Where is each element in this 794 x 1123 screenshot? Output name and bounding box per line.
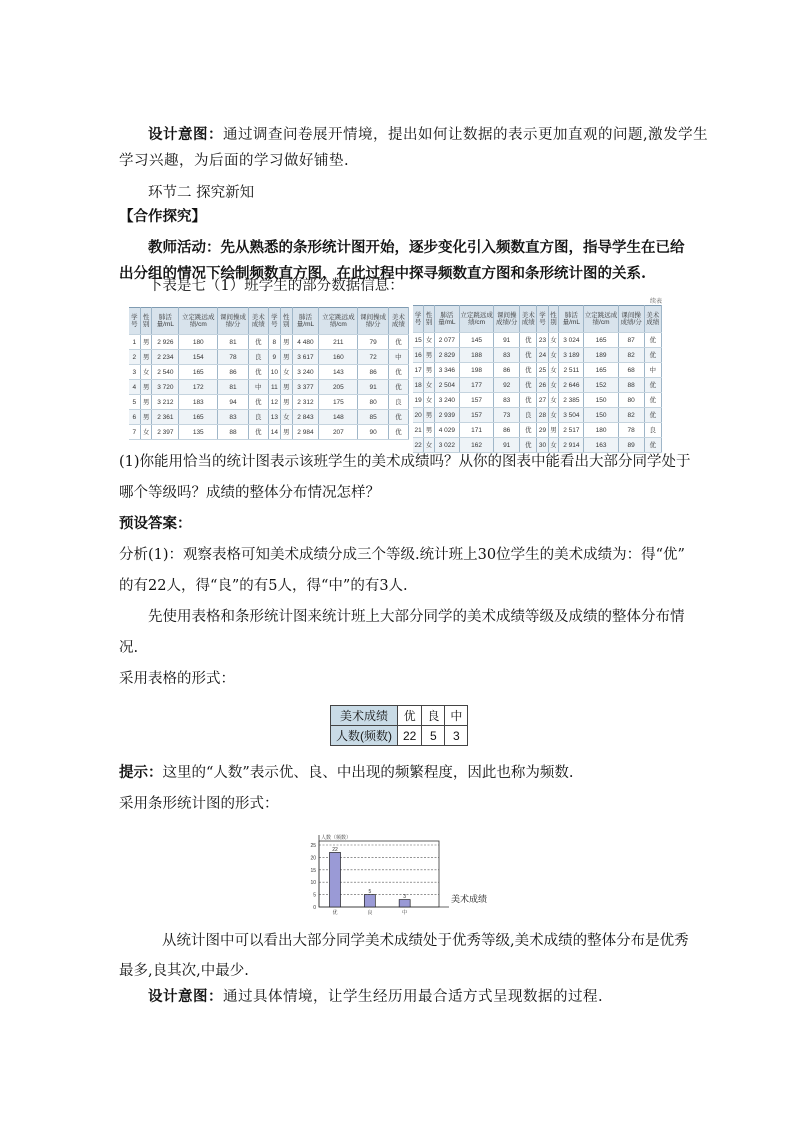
table-cell: 91 — [358, 380, 388, 395]
table-cell: 180 — [584, 423, 618, 438]
table-cell: 88 — [218, 425, 248, 440]
table-cell: 183 — [179, 395, 218, 410]
table-cell: 男 — [140, 380, 152, 395]
table-cell: 5 — [129, 395, 140, 410]
table-cell: 160 — [319, 350, 358, 365]
table-cell: 23 — [537, 333, 548, 348]
table-cell: 177 — [459, 378, 493, 393]
table-cell: 优 — [388, 335, 408, 350]
table-cell: 4 029 — [434, 423, 459, 438]
table-row — [129, 350, 409, 365]
table-cell: 良 — [248, 350, 268, 365]
table-row — [129, 380, 409, 395]
table-cell: 6 — [129, 410, 140, 425]
table-cell: 91 — [494, 333, 520, 348]
table-cell: 优 — [520, 393, 537, 408]
table-cell: 女 — [548, 333, 559, 348]
table-cell: 优 — [248, 335, 268, 350]
table-cell: 79 — [358, 335, 388, 350]
table-cell: 优 — [644, 438, 661, 453]
design-intent2-line — [148, 987, 603, 1007]
bar-value-label: 22 — [332, 846, 338, 853]
table-cell: 2 504 — [434, 378, 459, 393]
table-cell: 2 984 — [292, 425, 319, 440]
table-cell: 171 — [459, 423, 493, 438]
table-cell: 82 — [618, 408, 644, 423]
student-data-table-left — [129, 307, 409, 440]
table-cell: 24 — [537, 348, 548, 363]
table-cell: 163 — [584, 438, 618, 453]
table-form-label: 采用表格的形式： — [119, 671, 235, 687]
table-cell: 78 — [218, 350, 248, 365]
table-cell: 80 — [358, 395, 388, 410]
table-row — [413, 333, 662, 348]
table-cell: 2 914 — [559, 438, 584, 453]
table-cell: 150 — [584, 393, 618, 408]
table-header-cell: 学号 — [537, 306, 548, 333]
table-cell: 10 — [268, 365, 280, 380]
table-header-cell: 课间操成绩/分 — [494, 306, 520, 333]
table-cell: 86 — [358, 365, 388, 380]
table-cell: 189 — [584, 348, 618, 363]
table-cell: 优 — [644, 408, 661, 423]
x-tick-label: 良 — [367, 910, 373, 916]
table-cell: 2 385 — [559, 393, 584, 408]
table-header-cell: 性别 — [424, 306, 435, 333]
bar-chart — [300, 822, 500, 922]
design-intent-text: 通过调查问卷展开情境，提出如何让数据的表示更加直观的问题,激发学生 — [223, 127, 709, 143]
table-cell: 205 — [319, 380, 358, 395]
table-cell: 73 — [494, 408, 520, 423]
table-cell: 21 — [413, 423, 424, 438]
y-tick-label: 25 — [310, 843, 316, 849]
table-cell: 女 — [280, 410, 292, 425]
ft-count-medium: 3 — [445, 726, 468, 746]
table-cell: 3 022 — [434, 438, 459, 453]
table-cell: 12 — [268, 395, 280, 410]
table-cell: 92 — [494, 378, 520, 393]
table-cell: 2 312 — [292, 395, 319, 410]
table-cell: 143 — [319, 365, 358, 380]
table-cell: 女 — [140, 365, 152, 380]
table-cell: 3 720 — [152, 380, 179, 395]
table-cell: 优 — [520, 333, 537, 348]
table-cell: 女 — [548, 363, 559, 378]
y-tick-label: 10 — [310, 880, 316, 887]
table-cell: 11 — [268, 380, 280, 395]
table-cell: 中 — [644, 363, 661, 378]
table-cell: 9 — [268, 350, 280, 365]
table-cell: 2 540 — [152, 365, 179, 380]
table-cell: 86 — [218, 365, 248, 380]
design-intent2-text: 通过具体情境，让学生经历用最合适方式呈现数据的过程. — [223, 989, 604, 1005]
table-header-cell: 性别 — [140, 308, 152, 335]
table-cell: 89 — [618, 438, 644, 453]
ft-count-excellent: 22 — [398, 726, 422, 746]
y-tick-label: 15 — [310, 867, 316, 874]
hint-line — [119, 763, 573, 783]
table-cell: 2 843 — [292, 410, 319, 425]
table-cell: 82 — [618, 348, 644, 363]
table-cell: 优 — [388, 365, 408, 380]
table-header-cell: 学号 — [268, 308, 280, 335]
table-cell: 14 — [268, 425, 280, 440]
design-intent-line2: 学习兴趣，为后面的学习做好铺垫. — [119, 153, 350, 169]
ft-count-good: 5 — [422, 726, 445, 746]
table-cell: 30 — [537, 438, 548, 453]
table-row — [129, 425, 409, 440]
table-cell: 152 — [584, 378, 618, 393]
design-intent-line1 — [148, 125, 708, 145]
table-cell: 78 — [618, 423, 644, 438]
table-cell: 145 — [459, 333, 493, 348]
design-intent-label: 设计意图： — [148, 126, 223, 143]
table-cell: 男 — [280, 350, 292, 365]
table-cell: 男 — [140, 395, 152, 410]
table-cell: 83 — [494, 348, 520, 363]
table-cell: 优 — [644, 393, 661, 408]
y-tick-label: 0 — [313, 905, 316, 911]
question1-line2: 哪个等级吗？成绩的整体分布情况怎样？ — [119, 485, 380, 501]
x-tick-label: 中 — [402, 910, 408, 916]
table-cell: 198 — [459, 363, 493, 378]
table-cell: 2 511 — [559, 363, 584, 378]
table-cell: 2 077 — [434, 333, 459, 348]
table-cell: 3 189 — [559, 348, 584, 363]
table-row — [129, 410, 409, 425]
table-cell: 211 — [319, 335, 358, 350]
table-cell: 男 — [140, 335, 152, 350]
table-cell: 优 — [388, 410, 408, 425]
table-cell: 94 — [218, 395, 248, 410]
coop-title: 【合作探究】 — [119, 208, 206, 225]
conclusion-line1: 从统计图中可以看出大部分同学美术成绩处于优秀等级,美术成绩的整体分布是优秀 — [162, 933, 689, 949]
table-cell: 优 — [388, 380, 408, 395]
table-cell: 男 — [140, 350, 152, 365]
ft-header-subject: 美术成绩 — [331, 706, 398, 726]
bar-0 — [330, 852, 341, 907]
teacher-activity-line2: 出分组的情况下绘制频数直方图，在此过程中探寻频数直方图和条形统计图的关系. — [119, 265, 647, 282]
table-header-cell: 课间操成绩/分 — [618, 306, 644, 333]
table-cell: 28 — [537, 408, 548, 423]
table-row — [413, 378, 662, 393]
table-cell: 优 — [520, 438, 537, 453]
table-cell: 2 397 — [152, 425, 179, 440]
table-cell: 4 480 — [292, 335, 319, 350]
table-cell: 男 — [424, 408, 435, 423]
table-cell: 3 212 — [152, 395, 179, 410]
table-header-cell: 美术成绩 — [644, 306, 661, 333]
table-header-cell: 学号 — [413, 306, 424, 333]
y-tick-label: 20 — [310, 855, 316, 862]
first-line1: 先使用表格和条形统计图来统计班上大部分同学的美术成绩等级及成绩的整体分布情 — [148, 609, 685, 625]
ft-header-good: 良 — [422, 706, 445, 726]
table-row — [129, 335, 409, 350]
table-cell: 81 — [218, 335, 248, 350]
table-cell: 男 — [140, 410, 152, 425]
table-header-cell: 课间操成绩/分 — [358, 308, 388, 335]
table-cell: 3 377 — [292, 380, 319, 395]
table-header-cell: 课间操成绩/分 — [218, 308, 248, 335]
table-cell: 良 — [520, 408, 537, 423]
table-header-cell: 学号 — [129, 308, 140, 335]
table-cell: 188 — [459, 348, 493, 363]
table-cell: 15 — [413, 333, 424, 348]
table-cell: 175 — [319, 395, 358, 410]
table-cell: 女 — [548, 378, 559, 393]
table-cell: 3 024 — [559, 333, 584, 348]
table-cell: 男 — [424, 423, 435, 438]
table-cell: 88 — [618, 378, 644, 393]
table-cell: 优 — [520, 423, 537, 438]
table-row — [413, 423, 662, 438]
table-cell: 17 — [413, 363, 424, 378]
section-title: 环节二 探究新知 — [148, 185, 255, 201]
table-header-cell: 美术成绩 — [520, 306, 537, 333]
table-cell: 157 — [459, 393, 493, 408]
table-cell: 81 — [218, 380, 248, 395]
table-cell: 2 939 — [434, 408, 459, 423]
table-cell: 女 — [424, 333, 435, 348]
table-header-cell: 肺活量/mL — [152, 308, 179, 335]
table-cell: 91 — [494, 438, 520, 453]
table-header-cell: 性别 — [548, 306, 559, 333]
table-cell: 男 — [280, 395, 292, 410]
table-cell: 优 — [248, 425, 268, 440]
conclusion-line2: 最多,良其次,中最少. — [119, 963, 249, 979]
table-cell: 172 — [179, 380, 218, 395]
table-cell: 157 — [459, 408, 493, 423]
table-row — [413, 408, 662, 423]
table-cell: 优 — [248, 365, 268, 380]
analysis-line1: 分析(1)：观察表格可知美术成绩分成三个等级.统计班上30位学生的美术成绩为：得“优” — [119, 547, 685, 563]
table-cell: 2 646 — [559, 378, 584, 393]
continued-label: 续表 — [650, 299, 663, 305]
bar-value-label: 5 — [368, 889, 372, 896]
table-cell: 83 — [494, 393, 520, 408]
table-cell: 4 — [129, 380, 140, 395]
table-row — [413, 438, 662, 453]
x-axis-label: 美术成绩 — [451, 895, 488, 905]
bar-1 — [364, 895, 375, 907]
student-data-table-right — [413, 305, 662, 453]
table-cell: 女 — [548, 408, 559, 423]
ft-label-count: 人数(频数) — [331, 726, 398, 746]
table-cell: 16 — [413, 348, 424, 363]
table-cell: 86 — [494, 423, 520, 438]
table-cell: 25 — [537, 363, 548, 378]
bar-2 — [399, 900, 410, 907]
table-cell: 86 — [494, 363, 520, 378]
table-cell: 165 — [179, 410, 218, 425]
table-header-cell: 肺活量/mL — [559, 306, 584, 333]
table-intro: 下表是七（1）班学生的部分数据信息： — [148, 278, 404, 294]
table-cell: 13 — [268, 410, 280, 425]
table-cell: 女 — [548, 348, 559, 363]
table-cell: 180 — [179, 335, 218, 350]
table-cell: 优 — [644, 378, 661, 393]
table-cell: 7 — [129, 425, 140, 440]
table-cell: 2 — [129, 350, 140, 365]
table-cell: 26 — [537, 378, 548, 393]
answer-label: 预设答案： — [119, 515, 192, 532]
table-row — [129, 365, 409, 380]
table-header-cell: 立定跳远成绩/cm — [459, 306, 493, 333]
table-cell: 8 — [268, 335, 280, 350]
table-cell: 男 — [424, 363, 435, 378]
table-cell: 162 — [459, 438, 493, 453]
table-cell: 3 240 — [434, 393, 459, 408]
table-cell: 18 — [413, 378, 424, 393]
table-cell: 2 234 — [152, 350, 179, 365]
table-cell: 良 — [248, 410, 268, 425]
table-header-cell: 肺活量/mL — [434, 306, 459, 333]
teacher-activity-line1: 教师活动：先从熟悉的条形统计图开始，逐步变化引入频数直方图，指导学生在已给 — [148, 239, 685, 256]
table-cell: 3 240 — [292, 365, 319, 380]
table-cell: 优 — [520, 378, 537, 393]
table-cell: 女 — [424, 378, 435, 393]
table-header-cell: 性别 — [280, 308, 292, 335]
hint-text: 这里的“人数”表示优、良、中出现的频繁程度，因此也称为频数. — [162, 765, 574, 781]
table-cell: 中 — [248, 380, 268, 395]
table-cell: 3 617 — [292, 350, 319, 365]
hint-label: 提示： — [119, 764, 163, 781]
design-intent2-label: 设计意图： — [148, 988, 223, 1005]
table-cell: 87 — [618, 333, 644, 348]
table-cell: 3 — [129, 365, 140, 380]
table-cell: 男 — [548, 423, 559, 438]
table-cell: 优 — [644, 333, 661, 348]
table-cell: 2 361 — [152, 410, 179, 425]
table-cell: 男 — [280, 425, 292, 440]
table-cell: 29 — [537, 423, 548, 438]
table-cell: 165 — [584, 333, 618, 348]
first-line2: 况. — [119, 640, 139, 656]
table-cell: 女 — [548, 438, 559, 453]
table-cell: 3 346 — [434, 363, 459, 378]
table-cell: 女 — [548, 393, 559, 408]
bar-form-label: 采用条形统计图的形式： — [119, 796, 279, 812]
table-cell: 83 — [218, 410, 248, 425]
table-cell: 男 — [424, 348, 435, 363]
table-cell: 72 — [358, 350, 388, 365]
table-cell: 女 — [140, 425, 152, 440]
table-cell: 女 — [424, 393, 435, 408]
frequency-table — [330, 705, 468, 746]
table-cell: 27 — [537, 393, 548, 408]
table-cell: 207 — [319, 425, 358, 440]
table-cell: 154 — [179, 350, 218, 365]
table-cell: 男 — [280, 380, 292, 395]
table-cell: 女 — [424, 438, 435, 453]
table-cell: 135 — [179, 425, 218, 440]
table-cell: 良 — [644, 423, 661, 438]
table-header-cell: 立定跳远成绩/cm — [179, 308, 218, 335]
analysis-line2: 的有22人，得“良”的有5人，得“中”的有3人. — [119, 578, 408, 594]
table-cell: 150 — [584, 408, 618, 423]
table-row — [413, 348, 662, 363]
table-row — [413, 393, 662, 408]
question1-line1: (1)你能用恰当的统计图表示该班学生的美术成绩吗？从你的图表中能看出大部分同学处于 — [119, 454, 691, 470]
table-cell: 2 926 — [152, 335, 179, 350]
table-cell: 90 — [358, 425, 388, 440]
y-axis-label: 人数（频数） — [321, 835, 352, 841]
table-cell: 中 — [388, 350, 408, 365]
table-cell: 优 — [644, 348, 661, 363]
table-cell: 2 517 — [559, 423, 584, 438]
ft-header-excellent: 优 — [398, 706, 422, 726]
table-cell: 1 — [129, 335, 140, 350]
table-cell: 优 — [520, 363, 537, 378]
table-cell: 165 — [584, 363, 618, 378]
table-cell: 优 — [520, 348, 537, 363]
table-row — [413, 363, 662, 378]
table-header-cell: 美术成绩 — [248, 308, 268, 335]
table-cell: 19 — [413, 393, 424, 408]
table-cell: 2 829 — [434, 348, 459, 363]
table-cell: 3 504 — [559, 408, 584, 423]
ft-header-medium: 中 — [445, 706, 468, 726]
table-cell: 80 — [618, 393, 644, 408]
table-header-cell: 立定跳远成绩/cm — [584, 306, 618, 333]
table-cell: 优 — [388, 425, 408, 440]
table-cell: 85 — [358, 410, 388, 425]
table-cell: 男 — [280, 335, 292, 350]
table-header-cell: 立定跳远成绩/cm — [319, 308, 358, 335]
table-header-cell: 肺活量/mL — [292, 308, 319, 335]
y-tick-label: 5 — [313, 892, 316, 899]
table-cell: 良 — [388, 395, 408, 410]
table-cell: 68 — [618, 363, 644, 378]
table-cell: 女 — [280, 365, 292, 380]
table-cell: 165 — [179, 365, 218, 380]
x-tick-label: 优 — [332, 910, 338, 916]
bar-value-label: 3 — [403, 894, 407, 901]
table-cell: 20 — [413, 408, 424, 423]
table-header-cell: 美术成绩 — [388, 308, 408, 335]
table-cell: 148 — [319, 410, 358, 425]
table-cell: 22 — [413, 438, 424, 453]
table-cell: 优 — [248, 395, 268, 410]
table-row — [129, 395, 409, 410]
